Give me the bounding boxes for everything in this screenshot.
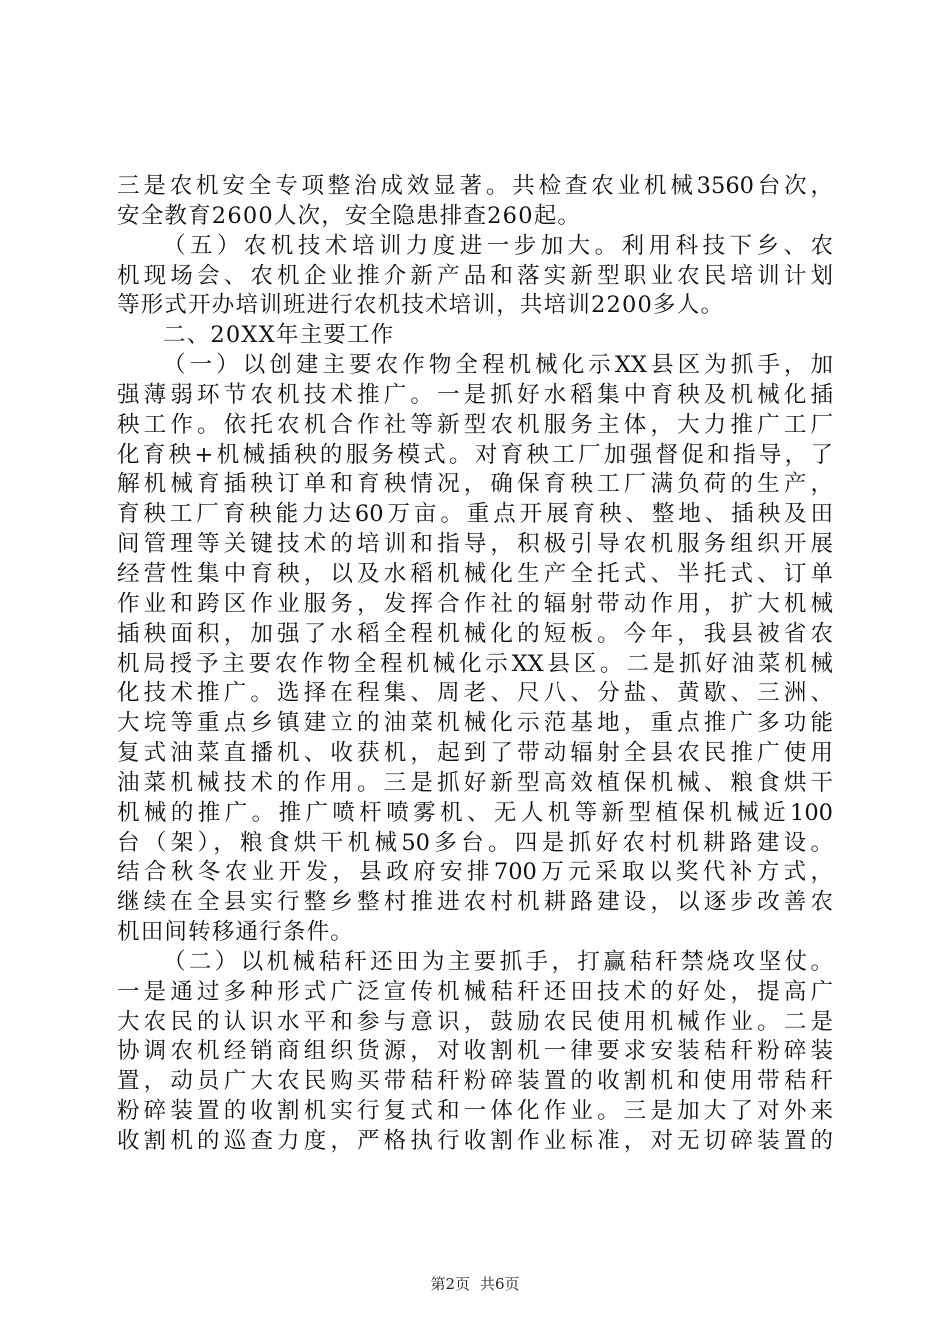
text-line: （五）农机技术培训力度进一步加大。利用科技下乡、农 [163,232,833,259]
text-line: 机械的推广。推广喷杆喷雾机、无人机等新型植保机械近100 [117,799,833,826]
text-line: 油菜机械技术的作用。三是抓好新型高效植保机械、粮食烘干 [117,769,833,796]
text-line: 继续在全县实行整乡整村推进农村机耕路建设，以逐步改善农 [117,889,833,916]
text-line: 大垸等重点乡镇建立的油菜机械化示范基地，重点推广多功能 [117,710,833,737]
text-line: 等形式开办培训班进行农机技术培训，共培训2200多人。 [117,292,725,319]
text-line: （二）以机械秸秆还田为主要抓手，打赢秸秆禁烧攻坚仗。 [163,948,833,975]
text-line: 机现场会、农机企业推介新产品和落实新型职业农民培训计划 [117,262,833,289]
heading-line: 二、20XX年主要工作 [163,322,395,349]
document-body [117,172,833,1157]
text-line: 化技术推广。选择在程集、周老、尺八、分盐、黄歇、三洲、 [117,680,833,707]
text-line: 育秧工厂育秧能力达60万亩。重点开展育秧、整地、插秧及田 [117,501,833,528]
text-line: 秧工作。依托农机合作社等新型农机服务主体，大力推广工厂 [117,411,833,438]
text-line: 插秧面积，加强了水稻全程机械化的短板。今年，我县被省农 [117,620,833,647]
page-total: 共6页 [480,1275,520,1293]
text-line: 作业和跨区作业服务，发挥合作社的辐射带动作用，扩大机械 [117,590,833,617]
text-line: 机局授予主要农作物全程机械化示XX县区。二是抓好油菜机械 [117,650,833,677]
section-heading [117,321,833,351]
text-line: 大农民的认识水平和参与意识，鼓励农民使用机械作业。二是 [117,1008,833,1035]
text-line: 化育秧+机械插秧的服务模式。对育秧工厂加强督促和指导，了 [117,441,833,468]
text-line: 置，动员广大农民购买带秸秆粉碎装置的收割机和使用带秸秆 [117,1068,833,1095]
text-line: 三是农机安全专项整治成效显著。共检查农业机械3560台次， [117,173,833,199]
text-line: 解机械育插秧订单和育秧情况，确保育秧工厂满负荷的生产， [117,471,833,498]
paragraph [117,232,833,322]
page-number: 第2页 [430,1275,470,1293]
paragraph [117,948,833,1157]
text-line: （一）以创建主要农作物全程机械化示XX县区为抓手，加 [163,352,833,379]
text-line: 协调农机经销商组织货源，对收割机一律要求安装秸秆粉碎装 [117,1038,833,1065]
text-line: 结合秋冬农业开发，县政府安排700万元采取以奖代补方式， [117,859,833,886]
text-line: 机田间转移通行条件。 [117,919,355,946]
text-line: 安全教育2600人次，安全隐患排查260起。 [117,202,582,229]
text-line: 粉碎装置的收割机实行复式和一体化作业。三是加大了对外来 [117,1098,833,1125]
text-line: 收割机的巡查力度，严格执行收割作业标准，对无切碎装置的 [117,1128,833,1154]
text-line: 经营性集中育秧，以及水稻机械化生产全托式、半托式、订单 [117,560,833,587]
paragraph [117,351,833,948]
text-line: 复式油菜直播机、收获机，起到了带动辐射全县农民推广使用 [117,740,833,767]
text-line: 间管理等关键技术的培训和指导，积极引导农机服务组织开展 [117,531,833,558]
page-footer [0,1274,950,1294]
text-line: 一是通过多种形式广泛宣传机械秸秆还田技术的好处，提高广 [117,978,833,1005]
text-line: 强薄弱环节农机技术推广。一是抓好水稻集中育秧及机械化插 [117,381,833,408]
paragraph [117,172,833,232]
text-line: 台（架），粮食烘干机械50多台。四是抓好农村机耕路建设。 [117,829,833,856]
